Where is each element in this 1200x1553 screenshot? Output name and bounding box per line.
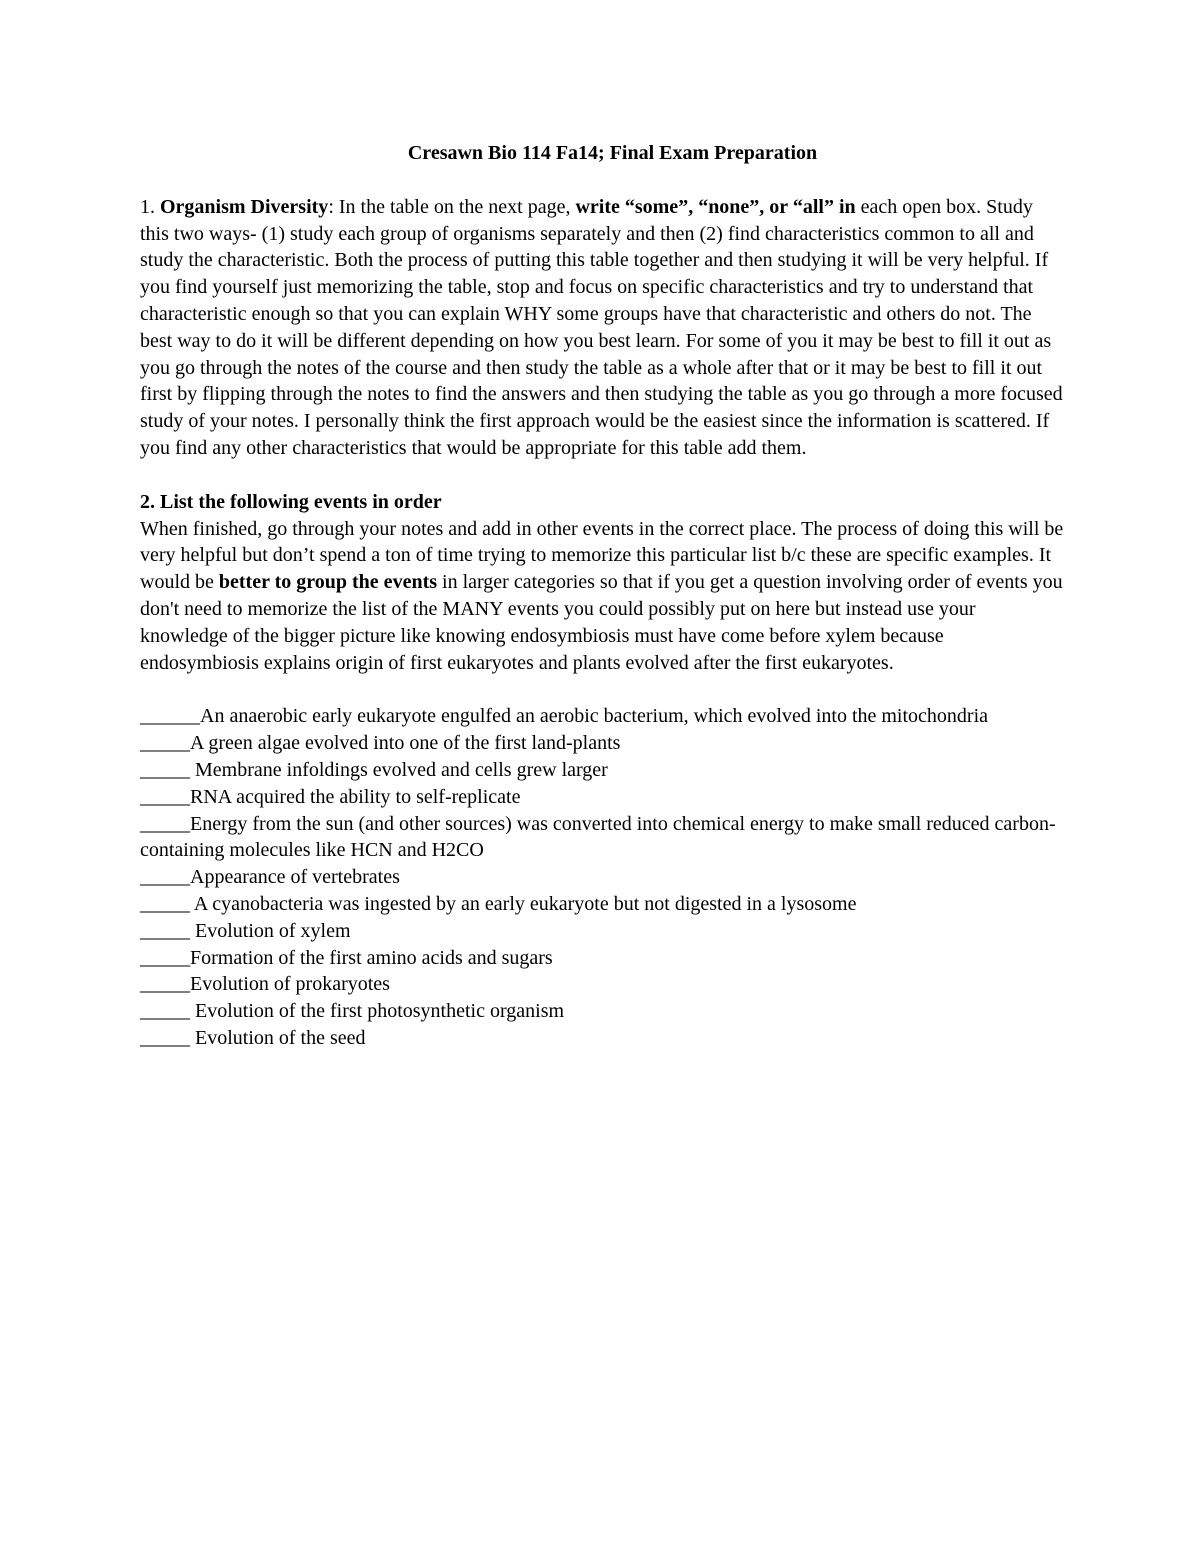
events-list	[140, 703, 1065, 1051]
section-2-bold-phrase: better to group the events	[218, 571, 438, 594]
event-item: _____Formation of the first amino acids and sugars	[140, 946, 553, 969]
event-item: _____A green algae evolved into one of the first land-plants	[140, 732, 621, 755]
event-item: _____ A cyanobacteria was ingested by an early eukaryote but not digested in a lysosome	[140, 892, 857, 915]
section-2-text-a: When finished, go through your notes and add in other events in the correct place. The process of doing this will be very helpful but don’t spend a ton of time trying to memorize this particular list b/c these are specific examples. It would be	[140, 517, 1064, 594]
section-1-bold-instruction: write “some”, “none”, or “all” in	[575, 195, 856, 218]
section-1-heading: Organism Diversity	[160, 195, 329, 218]
event-item: _____ Evolution of the seed	[140, 1026, 366, 1049]
event-item: ______An anaerobic early eukaryote engulfed an aerobic bacterium, which evolved into the mitochondria	[140, 705, 989, 728]
event-item: _____ Evolution of xylem	[140, 919, 351, 942]
event-item: _____Evolution of prokaryotes	[140, 973, 390, 996]
section-2-heading: 2. List the following events in order	[140, 490, 442, 513]
event-item: _____ Membrane infoldings evolved and cells grew larger	[140, 758, 608, 781]
event-item: _____Appearance of vertebrates	[140, 866, 400, 889]
section-2-paragraph	[140, 516, 1065, 677]
section-1-text-b: each open box. Study this two ways- (1) study each group of organisms separately and then (2) find characteristics common to all and study the characteristic. Both the process of putting this table together and then studying it will be very helpful. If you find yourself just memorizing the table, stop and focus on specific characteristics and try to understand that characteristic enough so that you can explain WHY some groups have that characteristic and others do not. The best way to do it will be different depending on how you best learn. For some of you it may be best to fill it out as you go through the notes of the course and then study the table as a whole after that or it may be best to fill it out first by flipping through the notes to find the answers and then studying the table as you go through a more focused study of your notes. I personally think the first approach would be the easiest since the information is scattered. If you find any other characteristics that would be appropriate for this table add them.	[140, 195, 1063, 459]
section-1-paragraph	[140, 194, 1065, 462]
document-page	[140, 140, 1065, 1052]
event-item: _____Energy from the sun (and other sources) was converted into chemical energy to make small reduced carbon-containing molecules like HCN and H2CO	[140, 812, 1056, 862]
document-title: Cresawn Bio 114 Fa14; Final Exam Preparation	[407, 142, 818, 164]
section-2	[140, 489, 1065, 677]
event-item: _____RNA acquired the ability to self-replicate	[140, 785, 521, 808]
section-1-text-a: : In the table on the next page,	[328, 195, 576, 218]
event-item: _____ Evolution of the first photosynthetic organism	[140, 1000, 565, 1023]
section-2-text-b: in larger categories so that if you get a question involving order of events you don't need to memorize the list of the MANY events you could possibly put on here but instead use your knowledge of the bigger picture like knowing endosymbiosis must have come before xylem because endosymbiosis explains origin of first eukaryotes and plants evolved after the first eukaryotes.	[140, 571, 1063, 674]
section-1-number: 1.	[140, 195, 160, 218]
